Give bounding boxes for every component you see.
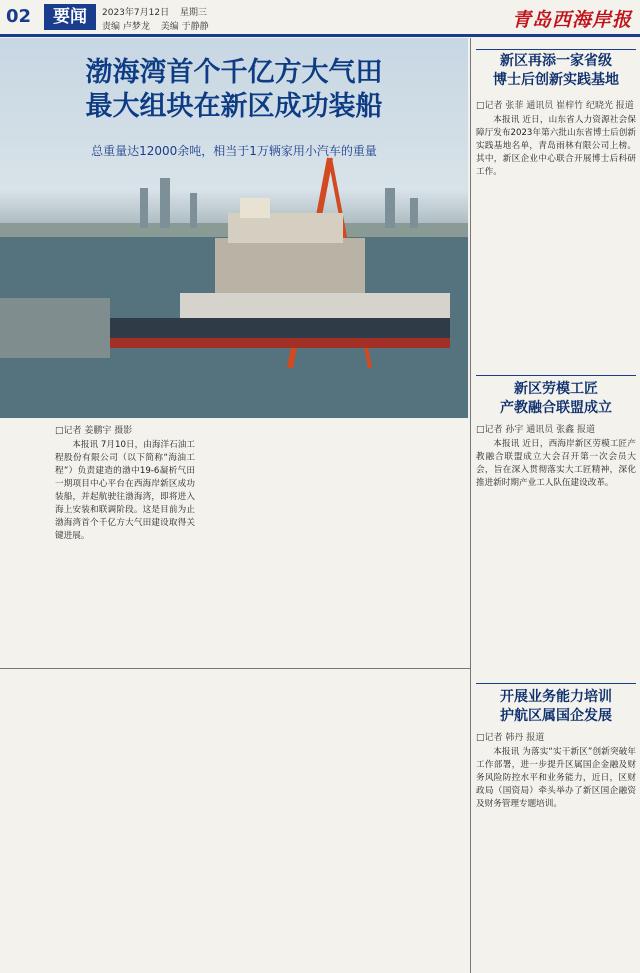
article-2-headline xyxy=(476,380,636,418)
article-1-text: 本报讯 近日，山东省人力资源社会保障厅发布2023年第六批山东省博士后创新实践基地名单，青岛雨林有限公司上榜。其中，新区企业中心联合开展博士后科研工作。 xyxy=(476,115,636,177)
article-2-title-line-1: 新区劳模工匠 xyxy=(514,381,598,397)
date: 2023年7月12日 xyxy=(102,8,170,18)
headline-line-1: 渤海湾首个千亿方大气田 xyxy=(85,57,383,88)
header-rule xyxy=(0,34,640,37)
lead-headline xyxy=(0,56,468,124)
lead-text: 本报讯 7月10日，由海洋石油工程股份有限公司（以下简称“海油工程”）负责建造的渤中19-6凝析气田一期项目中心平台在西海岸新区成功装船，并起航驶往渤海湾，即将进入海上安装和联调阶段。这是目前为止渤海湾首个千亿方大气田建设取得关键进展。 xyxy=(55,440,195,541)
lead-subtitle: 总重量达12000余吨，相当于1万辆家用小汽车的重量 xyxy=(91,144,377,158)
editor: 责编 卢梦龙 xyxy=(102,22,150,32)
article-1-title-line-1: 新区再添一家省级 xyxy=(500,53,612,69)
designer: 美编 于静静 xyxy=(160,22,209,32)
headline-line-2: 最大组块在新区成功装船 xyxy=(85,91,383,122)
article-3-top-rule xyxy=(476,683,636,684)
newspaper-logo: 青岛西海岸报 xyxy=(511,9,632,31)
article-3-title-line-1: 开展业务能力培训 xyxy=(500,689,612,705)
lead-photo-caption: □记者 姜鹏宇 摄影 xyxy=(55,426,133,436)
lead-photo xyxy=(0,38,468,418)
article-2-body xyxy=(476,422,636,672)
article-2-title-line-2: 产教融合联盟成立 xyxy=(500,400,612,416)
page-header xyxy=(0,0,640,38)
article-1-title-line-2: 博士后创新实践基地 xyxy=(493,72,619,88)
article-2-byline: □记者 孙宇 通讯员 张鑫 报道 xyxy=(476,425,595,435)
article-3-headline xyxy=(476,688,636,726)
column-divider xyxy=(470,38,471,973)
weekday: 星期三 xyxy=(179,8,207,18)
article-2-top-rule xyxy=(476,375,636,376)
article-2-text: 本报讯 近日，西海岸新区劳模工匠产教融合联盟成立大会召开第一次会员大会，旨在深入贯彻落实大工匠精神，深化推进新时期产业工人队伍建设改革。 xyxy=(476,439,636,488)
article-3-title-line-2: 护航区属国企发展 xyxy=(500,708,612,724)
article-1-top-rule xyxy=(476,49,636,50)
article-3-text: 本报讯 为落实“实干新区”创新突破年工作部署，进一步提升区属国企金融及财务风险防控水平和业务能力，近日，区财政局（国资局）牵头举办了新区国企融资及财务管理专题培训。 xyxy=(476,747,636,809)
article-3-body xyxy=(476,730,636,968)
date-line xyxy=(102,5,215,18)
credit-line xyxy=(102,19,217,32)
lead-column-1 xyxy=(55,423,195,663)
article-1-byline: □记者 张菲 通讯员 崔梓竹 纪晓光 报道 xyxy=(476,101,634,111)
section-divider xyxy=(0,668,470,669)
article-3-byline: □记者 韩丹 报道 xyxy=(476,733,545,743)
article-1-body xyxy=(476,98,636,368)
page-number: 02 xyxy=(6,6,32,27)
article-1-headline xyxy=(476,52,636,90)
section-label: 要闻 xyxy=(44,4,96,30)
